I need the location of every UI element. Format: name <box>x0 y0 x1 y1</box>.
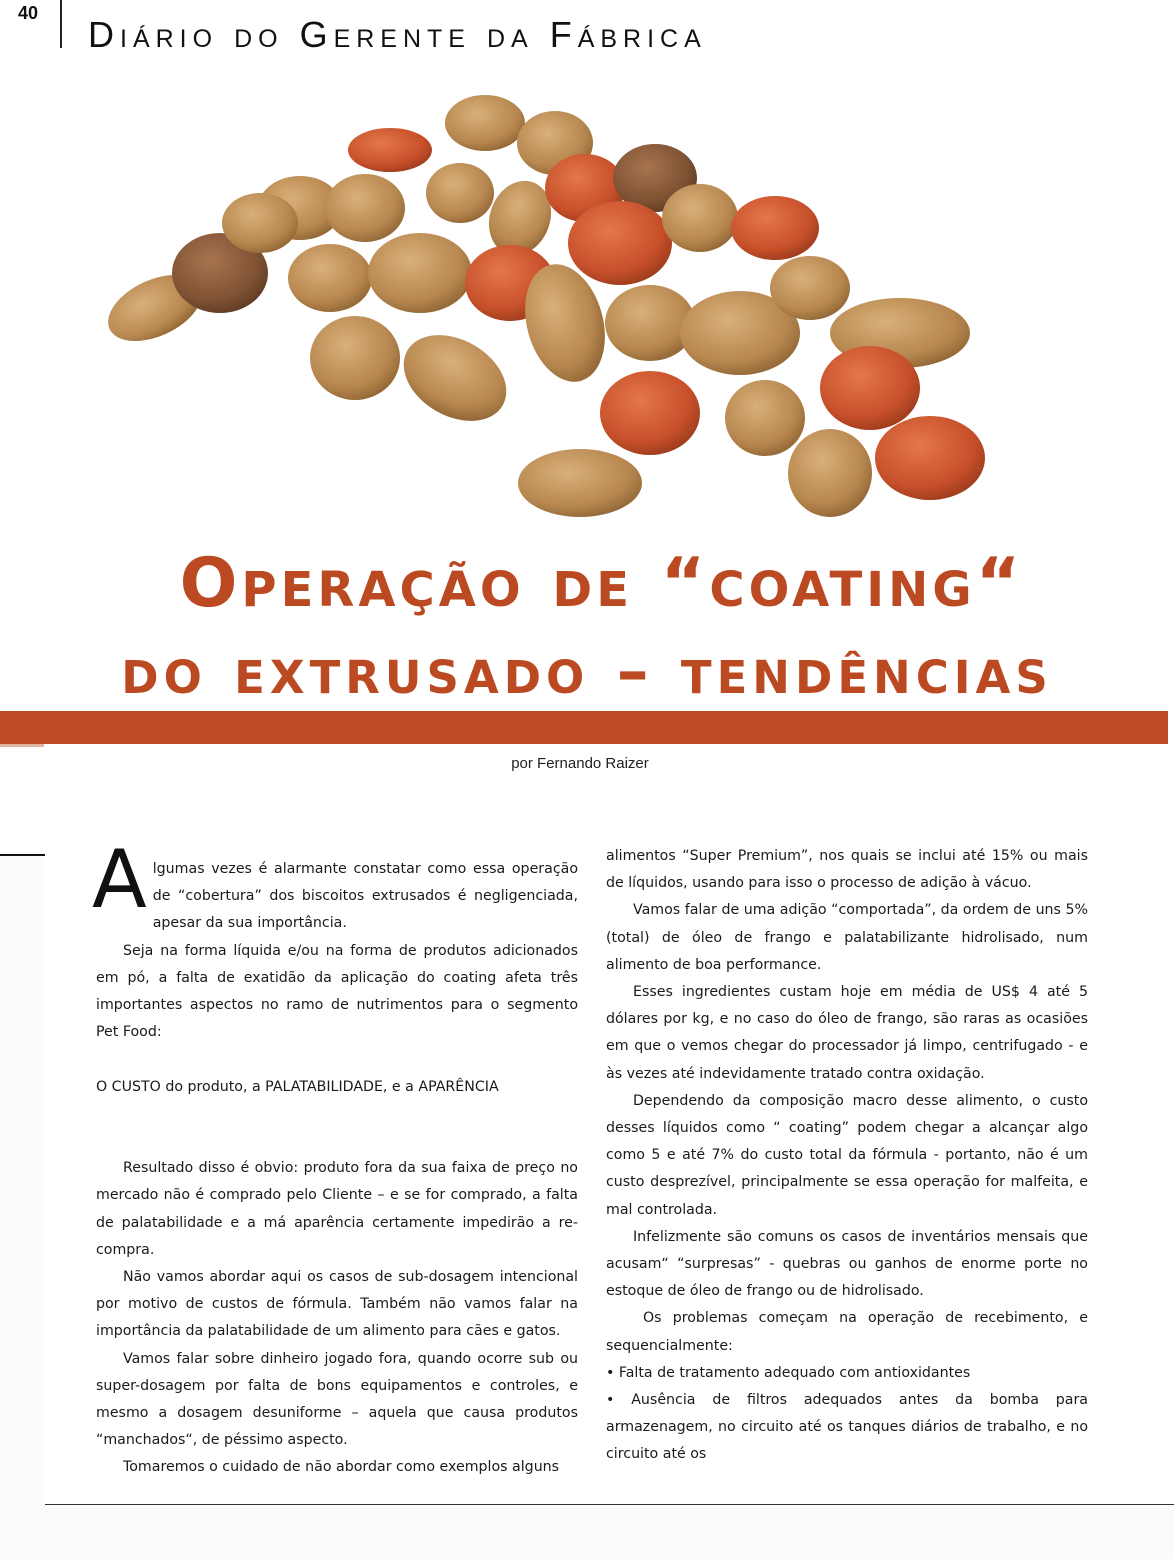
accent-bar-shadow <box>0 744 44 747</box>
paragraph: Esses ingredientes custam hoje em média de US$ 4 até 5 dólares por kg, e no caso do óleo de frango, são raras as ocasiões em que o vemos chegar do processador já limpo, centrifugado - e às vezes até indevidamente tratado contra oxidação. <box>606 984 1088 1082</box>
paragraph: alimentos “Super Premium”, nos quais se inclui até 15% ou mais de líquidos, usando para isso o processo de adição à vácuo. <box>606 848 1088 892</box>
left-margin <box>0 856 45 1559</box>
paragraph: Vamos falar sobre dinheiro jogado fora, quando ocorre sub ou super-dosagem por falta de bons equipamentos e controles, e mesmo a dosagem desuniforme – aquela que causa produtos “manchados“, de péssimo aspecto. <box>96 1350 578 1449</box>
paragraph <box>92 833 578 938</box>
bullet-item: • Falta de tratamento adequado com antioxidantes <box>606 1364 971 1381</box>
paragraph: Não vamos abordar aqui os casos de sub-dosagem intencional por motivo de custos de fórmula. Também não vamos falar na importância da palatabilidade de um alimento para cães e gatos. <box>96 1269 578 1340</box>
accent-bar <box>0 711 1168 744</box>
kibble-image <box>100 78 1060 538</box>
right-column <box>606 843 1088 1469</box>
paragraph: Dependendo da composição macro desse alimento, o custo desses líquidos como “ coating” podem chegar a alcançar algo como 5 e até 7% do custo total da fórmula - portanto, não é um custo desprezível, principalmente se essa operação for malfeita, e mal controlada. <box>606 1092 1088 1218</box>
header-divider <box>60 0 62 48</box>
footer-rule <box>45 1504 1174 1505</box>
paragraph: Tomaremos o cuidado de não abordar como exemplos alguns <box>123 1459 560 1476</box>
byline: por Fernando Raizer <box>511 755 649 772</box>
paragraph: Os problemas começam na operação de recebimento, e sequencialmente: <box>606 1310 1088 1354</box>
section-title: Diário do Gerente da Fábrica <box>88 14 707 55</box>
bullet-item: • Ausência de filtros adequados antes da bomba para armazenagem, no circuito até os tanques diários de trabalho, e no circuito até os <box>606 1392 1088 1463</box>
paragraph: Infelizmente são comuns os casos de inventários mensais que acusam“ “surpresas” - quebras ou ganhos de enorme porte no estoque de óleo de frango ou de hidrolisado. <box>606 1228 1088 1300</box>
page-number: 40 <box>18 3 39 23</box>
article-title-line-1: Operação de “coating“ <box>179 544 1025 623</box>
left-column <box>92 833 578 1482</box>
spacer <box>96 1046 578 1073</box>
article-title <box>0 540 1174 716</box>
spacer <box>96 1101 578 1155</box>
paragraph-text: lgumas vezes é alarmante constatar como essa operação de “cobertura” dos biscoitos extrusados é negligenciada, apesar da sua importância. <box>152 861 578 932</box>
paragraph: Vamos falar de uma adição “comportada”, da ordem de uns 5% (total) de óleo de frango e palatabilizante hidrolisado, num alimento de boa performance. <box>606 902 1088 973</box>
paragraph: Seja na forma líquida e/ou na forma de produtos adicionados em pó, a falta de exatidão da aplicação do coating afeta três importantes aspectos no ramo de nutrimentos para o segmento Pet Food: <box>96 942 578 1041</box>
article-title-line-2: do extrusado – tendências <box>121 635 1053 709</box>
paragraph: O CUSTO do produto, a PALATABILIDADE, e a APARÊNCIA <box>96 1078 499 1095</box>
footer-band <box>45 1505 1174 1559</box>
paragraph: Resultado disso é obvio: produto fora da sua faixa de preço no mercado não é comprado pelo Cliente – e se for comprado, a falta de palatabilidade e a má aparência certamente impedirão a re-compra. <box>96 1160 578 1258</box>
drop-cap: A <box>92 833 147 926</box>
